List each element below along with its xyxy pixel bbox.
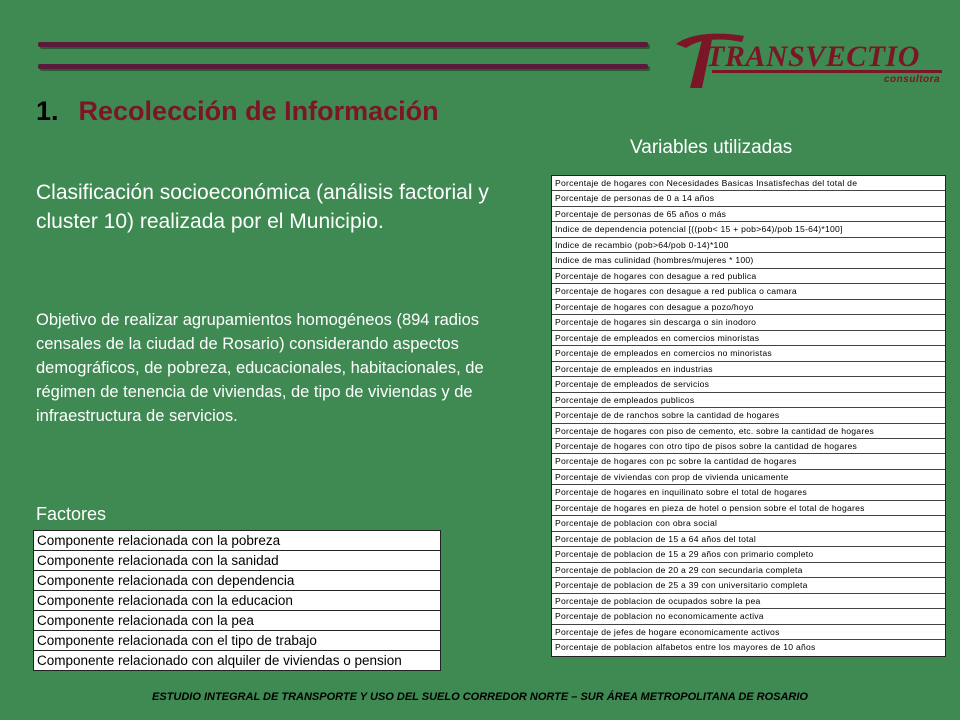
intro-paragraph: Clasificación socioeconómica (análisis factorial y cluster 10) realizada por el Municipio. [36, 181, 489, 233]
variable-row: Porcentaje de poblacion de 20 a 29 con secundaria completa [552, 563, 945, 578]
variable-row: Porcentaje de poblacion con obra social [552, 516, 945, 531]
factor-row: Componente relacionada con la sanidad [34, 551, 440, 571]
variable-row: Porcentaje de empleados en comercios no minoristas [552, 346, 945, 361]
variable-row: Porcentaje de poblacion de ocupados sobre la pea [552, 594, 945, 609]
variable-row: Porcentaje de hogares con desague a red publica [552, 269, 945, 284]
title-text: Recolección de Información [78, 96, 439, 126]
factor-row: Componente relacionada con el tipo de trabajo [34, 631, 440, 651]
header-rule-top [38, 42, 648, 47]
factors-heading: Factores [36, 504, 107, 524]
variable-row: Porcentaje de poblacion no economicamente activa [552, 609, 945, 624]
variable-row: Porcentaje de hogares con desague a red publica o camara [552, 284, 945, 299]
variable-row: Porcentaje de empleados en industrias [552, 362, 945, 377]
objective-paragraph: Objetivo de realizar agrupamientos homogéneos (894 radios censales de la ciudad de Rosario) considerando aspectos demográficos, de pobreza, educacionales, habitacionales, de régimen de tenencia de viviendas, de tipo de viviendas y de infraestructura de servicios. [36, 311, 484, 425]
variable-row: Porcentaje de hogares con Necesidades Basicas Insatisfechas del total de [552, 176, 945, 191]
factors-table [33, 530, 441, 671]
variable-row: Porcentaje de poblacion alfabetos entre los mayores de 10 años [555, 642, 816, 653]
transvectio-logo [672, 26, 944, 96]
variables-table [551, 175, 946, 657]
variable-row: Porcentaje de hogares con pc sobre la cantidad de hogares [552, 454, 945, 469]
variable-row: Porcentaje de personas de 65 años o más [552, 207, 945, 222]
variable-row: Indice de mas culinidad (hombres/mujeres * 100) [552, 253, 945, 268]
variable-row: Porcentaje de empleados en comercios minoristas [552, 331, 945, 346]
variable-row: Porcentaje de viviendas con prop de vivienda unicamente [552, 470, 945, 485]
factor-row: Componente relacionada con la pobreza [34, 531, 440, 551]
variable-row: Indice de dependencia potencial [((pob< 15 + pob>64)/pob 15-64)*100] [552, 222, 945, 237]
variable-row: Porcentaje de hogares con otro tipo de pisos sobre la cantidad de hogares [552, 439, 945, 454]
footer-text: ESTUDIO INTEGRAL DE TRANSPORTE Y USO DEL SUELO CORREDOR NORTE – SUR ÁREA METROPOLITANA DE ROSARIO [152, 691, 808, 703]
page-title [36, 96, 439, 127]
variable-row: Porcentaje de hogares con piso de cemento, etc. sobre la cantidad de hogares [552, 424, 945, 439]
variable-row: Porcentaje de hogares en inquilinato sobre el total de hogares [552, 485, 945, 500]
factor-row: Componente relacionada con la educacion [34, 591, 440, 611]
variable-row: Porcentaje de de ranchos sobre la cantidad de hogares [552, 408, 945, 423]
factor-row: Componente relacionado con alquiler de viviendas o pension [37, 653, 402, 668]
variable-row: Porcentaje de empleados publicos [552, 393, 945, 408]
variable-row: Porcentaje de hogares sin descarga o sin inodoro [552, 315, 945, 330]
variable-row: Porcentaje de jefes de hogare economicamente activos [552, 625, 945, 640]
title-number: 1. [36, 96, 59, 126]
variables-heading: Variables utilizadas [630, 137, 793, 158]
header-rule-bottom [38, 64, 648, 69]
logo-subtitle: consultora [884, 74, 941, 85]
logo-wordmark: TRANSVECTIO [706, 40, 920, 73]
variable-row: Porcentaje de hogares con desague a pozo/hoyo [552, 300, 945, 315]
variable-row: Porcentaje de hogares en pieza de hotel o pension sobre el total de hogares [552, 501, 945, 516]
variable-row: Porcentaje de empleados de servicios [552, 377, 945, 392]
factor-row: Componente relacionada con dependencia [34, 571, 440, 591]
variable-row: Porcentaje de poblacion de 15 a 29 años con primario completo [552, 547, 945, 562]
variable-row: Indice de recambio (pob>64/pob 0-14)*100 [552, 238, 945, 253]
factor-row: Componente relacionada con la pea [34, 611, 440, 631]
variable-row: Porcentaje de personas de 0 a 14 años [552, 191, 945, 206]
variable-row: Porcentaje de poblacion de 15 a 64 años del total [552, 532, 945, 547]
variable-row: Porcentaje de poblacion de 25 a 39 con universitario completa [552, 578, 945, 593]
